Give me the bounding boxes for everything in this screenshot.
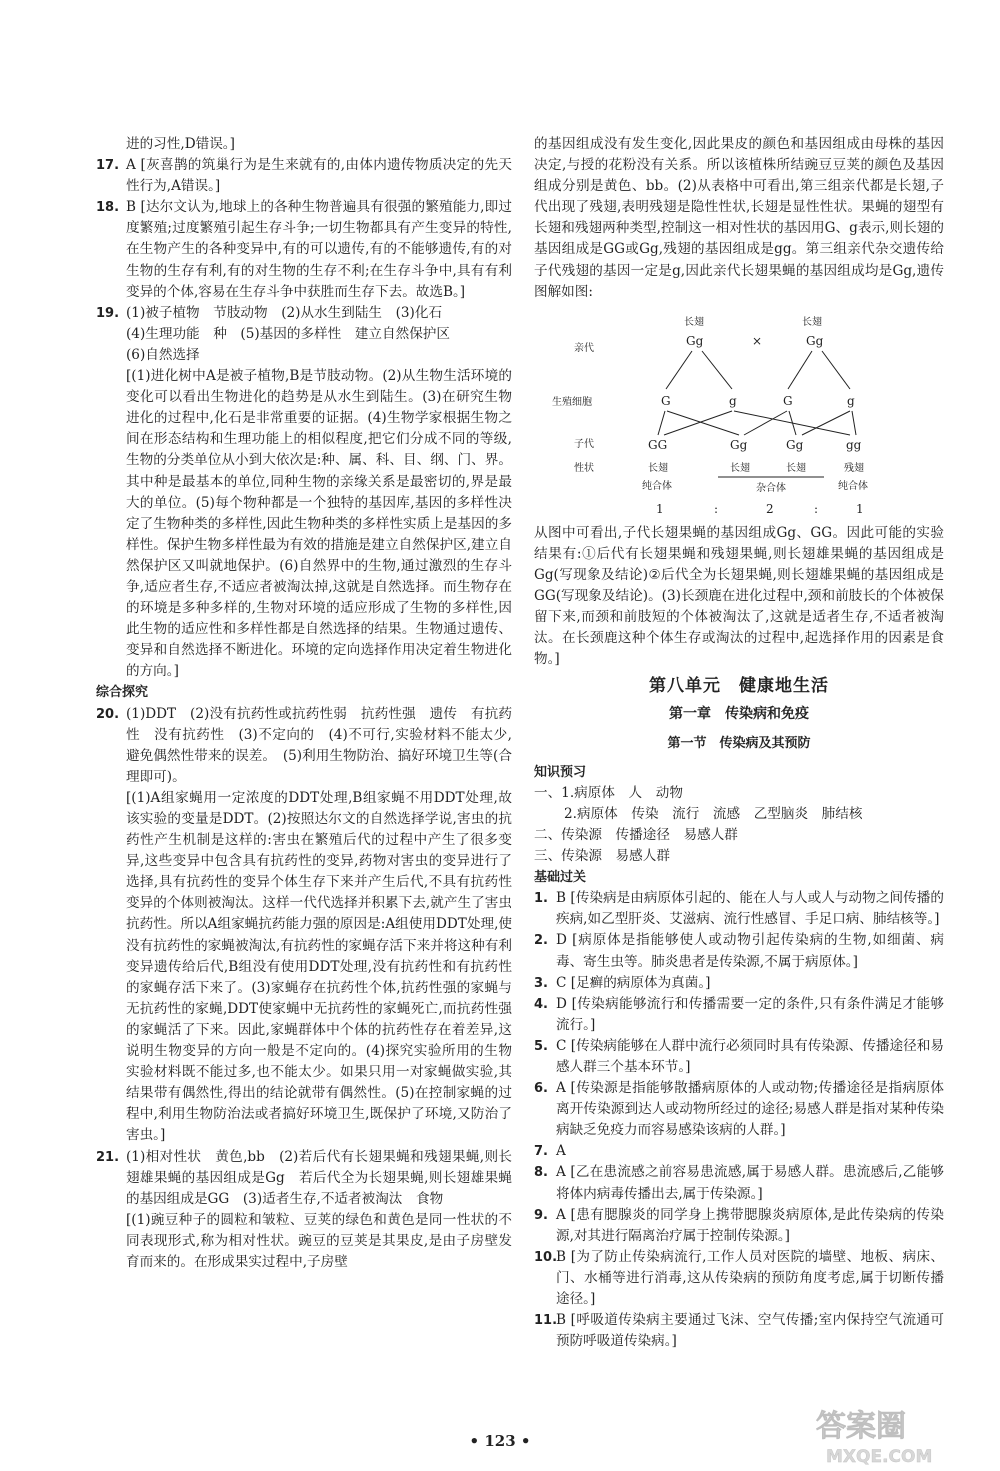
answer-line: (4)生理功能 种 (5)基因的多样性 建立自然保护区 <box>126 325 450 342</box>
ratio-sep-2: : <box>814 501 819 516</box>
ratio-1: 1 <box>656 501 664 516</box>
child-label: 子代 <box>574 438 594 450</box>
answer-b6 <box>534 1078 944 1141</box>
question-number: 10. <box>534 1249 558 1265</box>
answer-text: C [足癣的病原体为真菌。] <box>556 974 711 991</box>
continued-line: 进的习性,D错误。] <box>126 136 235 152</box>
chapter-title: 第一章 传染病和免疫 <box>669 705 809 722</box>
gamete-label: 生殖细胞 <box>552 396 592 408</box>
continued-explanation: 的基因组成没有发生变化,因此果皮的颜色和基因组成由母株的基因决定,与授的花粉没有关系。所以该植株所结豌豆豆荚的颜色及基因组成分别是黄色、bb。(2)从表格中可看出,第三组亲代都是长翅,子代出现了残翅,表明残翅是隐性性状,长翅是显性性状。果蝇的翅型有长翅和残翅两种类型,控制这一相对性状的基因用G、g表示,则长翅的基因组成是GG或Gg,残翅的基因组成是gg。第三组亲代杂交遗传给子代残翅的基因一定是g,因此亲代长翅果蝇的基因组成均是Gg,遗传图解如图: <box>534 136 944 300</box>
ratio-2: 2 <box>766 501 774 516</box>
pure-label-1: 纯合体 <box>642 480 672 492</box>
answer-text: A [患有腮腺炎的同学身上携带腮腺炎病原体,是此传染病的传染源,对其进行隔离治疗属于控制传染源。] <box>556 1206 944 1244</box>
answer-21 <box>96 1147 512 1274</box>
basic-heading: 基础过关 <box>534 870 587 886</box>
answer-18 <box>96 197 512 302</box>
child-trait-4: 残翅 <box>844 462 864 474</box>
answer-text: C [传染病能够在人群中流行必须同时具有传染源、传播途径和易感人群三个基本环节。] <box>556 1037 944 1075</box>
explanation: [(1)A组家蝇用一定浓度的DDT处理,B组家蝇不用DDT处理,故该实验的变量是DDT。(2)按照达尔文的自然选择学说,害虫的抗药性产生机制是这样的:害虫在繁殖后代的过程中产生了很多变异,这些变异中包含具有抗药性的变异,药物对害虫的变异进行了选择,具有抗药性的变异个体生存下来并产生后代,不具有抗药性变异的个体则被淘汰。这样一代代选择并积累下去,就产生了害虫抗药性。所以A组家蝇抗药能力强的原因是:A组使用DDT处理,使没有抗药性的家蝇被淘汰,有抗药性的家蝇存活下来并将这种有利变异遗传给后代,B组没有使用DDT处理,没有抗药性和有抗药性的家蝇存活下来了。(3)家蝇存在抗药性个体,抗药性强的家蝇与无抗药性的家蝇,DDT使家蝇中无抗药性的家蝇死亡,而抗药性强的家蝇活了下来。因此,家蝇群体中个体的抗药性存在着差异,这说明生物变异的方向一般是不定向的。(4)探究实验所用的生物实验材料既不能过多,也不能太少。如果只用一对家蝇做实验,其结果带有偶然性,得出的结论就带有偶然性。(5)在控制家蝇的过程中,利用生物防治法或者搞好环境卫生,既保护了环境,又防治了害虫。] <box>126 789 512 1144</box>
answer-b8 <box>534 1162 944 1204</box>
answer-b2 <box>534 930 944 972</box>
explanation: [(1)进化树中A是被子植物,B是节肢动物。(2)从生物生活环境的变化可以看出生物进化的趋势是从水生到陆生。(3)在研究生物进化的过程中,化石是非常重要的证据。(4)生物学家根据生物之间在形态结构和生理功能上的相似程度,把它们分成不同的等级,生物的分类单位从小到大依次是:种、属、科、目、纲、门、界。其中种是最基本的单位,同种生物的亲缘关系是最密切的,界是最大的单位。(5)每个物种都是一个独特的基因库,基因的多样性决定了生物种类的多样性,因此生物种类的多样性实质上是基因的多样性。保护生物多样性最为有效的措施是建立自然保护区,建立自然保护区又叫就地保护。(6)自然界中的生物,通过激烈的生存斗争,适应者生存,不适应者被淘汰掉,这就是自然选择。而生物存在的环境是多种多样的,生物对环境的适应形成了生物的多样性,因此生物的适应性和多样性都是自然选择的结果。生物通过遗传、变异和自然选择不断进化。环境的定向选择作用决定着生物进化的方向。] <box>126 368 512 680</box>
answer-text: (1)相对性状 黄色,bb (2)若后代有长翅果蝇和残翅果蝇,则长翅雄果蝇的基因组成是Gg 若后代全为长翅果蝇,则长翅雄果蝇的基因组成是GG (3)适者生存,不适者被淘汰 食物 <box>126 1148 512 1207</box>
right-column <box>534 134 944 1352</box>
gamete-4: g <box>847 393 855 408</box>
answer-text: A [乙在患流感之前容易患流感,属于易感人群。患流感后,乙能够将体内病毒传播出去,属于传染源。] <box>556 1164 944 1202</box>
question-number: 1. <box>534 891 548 907</box>
question-number: 7. <box>534 1144 548 1160</box>
question-number: 18. <box>96 200 120 216</box>
ratio-3: 1 <box>856 501 864 516</box>
question-number: 20. <box>96 706 120 722</box>
question-number: 3. <box>534 975 548 991</box>
genetic-cross-diagram <box>534 305 944 519</box>
child-3: Gg <box>786 437 804 452</box>
parent-to-gamete-lines <box>666 351 850 389</box>
answer-b9 <box>534 1205 944 1247</box>
parent1-trait: 长翅 <box>684 316 704 328</box>
answer-b1 <box>534 888 944 930</box>
child-4: gg <box>846 437 862 452</box>
question-number: 21. <box>96 1149 120 1165</box>
question-number: 2. <box>534 933 548 949</box>
cross-sign: × <box>752 333 763 348</box>
answer-b11 <box>534 1310 944 1352</box>
pure-label-2: 纯合体 <box>838 480 868 492</box>
diagram-conclusion: 从图中可看出,子代长翅果蝇的基因组成Gg、GG。因此可能的实验结果有:①后代有长翅果蝇和残翅果蝇,则长翅雄果蝇的基因组成是Gg(写现象及结论)②后代全为长翅果蝇,则长翅雄果蝇的基因组成是GG(写现象及结论)。(3)长颈鹿在进化过程中,颈和前肢长的个体被保留下来,而颈和前肢短的个体被淘汰了,这就是适者生存,不适者被淘汰。在长颈鹿这种个体生存或淘汰的过程中,起选择作用的因素是食物。] <box>534 524 944 668</box>
answer-19 <box>96 303 512 683</box>
preview-line-4: 三、传染源 易感人群 <box>534 848 670 865</box>
question-number: 8. <box>534 1165 548 1181</box>
question-number: 11. <box>534 1313 558 1329</box>
gamete-1: G <box>661 393 671 408</box>
answer-b10 <box>534 1247 944 1310</box>
gamete-to-offspring-lines <box>658 411 856 435</box>
left-column <box>96 134 512 1273</box>
answer-20 <box>96 704 512 1147</box>
gamete-3: G <box>783 393 793 408</box>
question-number: 5. <box>534 1038 548 1054</box>
answer-b3 <box>534 973 944 994</box>
question-number: 9. <box>534 1207 548 1223</box>
answer-text: B [达尔文认为,地球上的各种生物普遍具有很强的繁殖能力,即过度繁殖;过度繁殖引起生存斗争;一切生物都具有产生变异的特性,在生物产生的各种变异中,有的可以遗传,有的不能够遗传,有的对生物的生存有利,有的对生物的生存不利;在生存斗争中,具有有利变异的个体,容易在生存斗争中获胜而生存下去。故选B。] <box>126 199 512 300</box>
section-title: 第一节 传染病及其预防 <box>667 735 811 751</box>
question-number: 4. <box>534 996 548 1012</box>
unit-title: 第八单元 健康地生活 <box>649 676 829 697</box>
gamete-2: g <box>729 393 737 408</box>
child-trait-1: 长翅 <box>648 462 668 474</box>
preview-line-1: 一、1.病原体 人 动物 <box>534 784 683 801</box>
ratio-sep-1: : <box>714 501 719 516</box>
watermark-logo <box>812 1400 972 1468</box>
child-trait-2: 长翅 <box>730 462 750 474</box>
svg-text:答案圈: 答案圈 <box>816 1409 906 1444</box>
answer-text: A [传染源是指能够散播病原体的人或动物;传播途径是指病原体离开传染源到达人或动物所经过的途径;易感人群是指对某种传染病缺乏免疫力而容易感染该病的人群。] <box>556 1080 944 1139</box>
parent1-gene: Gg <box>686 333 704 348</box>
answer-17 <box>96 155 512 197</box>
answer-text: D [传染病能够流行和传播需要一定的条件,只有条件满足才能够流行。] <box>556 995 944 1033</box>
answer-text: B [呼吸道传染病主要通过飞沫、空气传播;室内保持空气流通可预防呼吸道传染病。] <box>556 1312 944 1350</box>
answer-text: A [灰喜鹊的筑巢行为是生来就有的,由体内遗传物质决定的先天性行为,A错误。] <box>126 157 512 195</box>
genetic-cross-svg <box>534 305 944 519</box>
child-2: Gg <box>730 437 748 452</box>
section-heading: 综合探究 <box>96 685 149 701</box>
child-trait-3: 长翅 <box>786 462 806 474</box>
answer-text: A <box>556 1143 566 1160</box>
question-number: 6. <box>534 1081 548 1097</box>
answer-line: (1)被子植物 节肢动物 (2)从水生到陆生 (3)化石 <box>126 304 443 321</box>
answer-text: B [传染病是由病原体引起的、能在人与人或人与动物之间传播的疾病,如乙型肝炎、艾滋病、流行性感冒、手足口病、肺结核等。] <box>556 890 944 928</box>
answer-line: (6)自然选择 <box>126 346 200 363</box>
page-number: • 123 • <box>469 1432 531 1450</box>
answer-b4 <box>534 994 944 1036</box>
child-1: GG <box>648 437 668 452</box>
svg-text:MXQE.COM: MXQE.COM <box>826 1447 933 1467</box>
preview-line-2: 2.病原体 传染 流行 流感 乙型脑炎 肺结核 <box>564 805 863 822</box>
answer-text: D [病原体是指能够使人或动物引起传染病的生物,如细菌、病毒、寄生虫等。肺炎患者是传染源,不属于病原体。] <box>556 932 944 970</box>
explanation: [(1)豌豆种子的圆粒和皱粒、豆荚的绿色和黄色是同一性状的不同表现形式,称为相对性状。豌豆的豆荚是其果皮,是由子房壁发育而来的。在形成果实过程中,子房壁 <box>126 1211 512 1270</box>
parent2-trait: 长翅 <box>802 316 822 328</box>
answer-b7 <box>534 1141 944 1162</box>
answer-b5 <box>534 1036 944 1078</box>
parent-label: 亲代 <box>574 342 594 354</box>
answer-text: B [为了防止传染病流行,工作人员对医院的墙壁、地板、病床、门、水桶等进行消毒,这从传染病的预防角度考虑,属于切断传播途径。] <box>556 1248 944 1308</box>
preview-heading: 知识预习 <box>534 764 587 780</box>
trait-label: 性状 <box>574 462 594 474</box>
answer-text: (1)DDT (2)没有抗药性或抗药性弱 抗药性强 遗传 有抗药性 没有抗药性 (3)不定向的 (4)不可行,实验材料不能太少,避免偶然性带来的误差。 (5)利用生物防治、搞好环境卫生等(合理即可)。 <box>126 705 512 785</box>
hetero-label: 杂合体 <box>756 482 786 494</box>
question-number: 19. <box>96 305 120 321</box>
parent2-gene: Gg <box>806 333 824 348</box>
preview-line-3: 二、传染源 传播途径 易感人群 <box>534 826 738 843</box>
question-number: 17. <box>96 158 120 174</box>
